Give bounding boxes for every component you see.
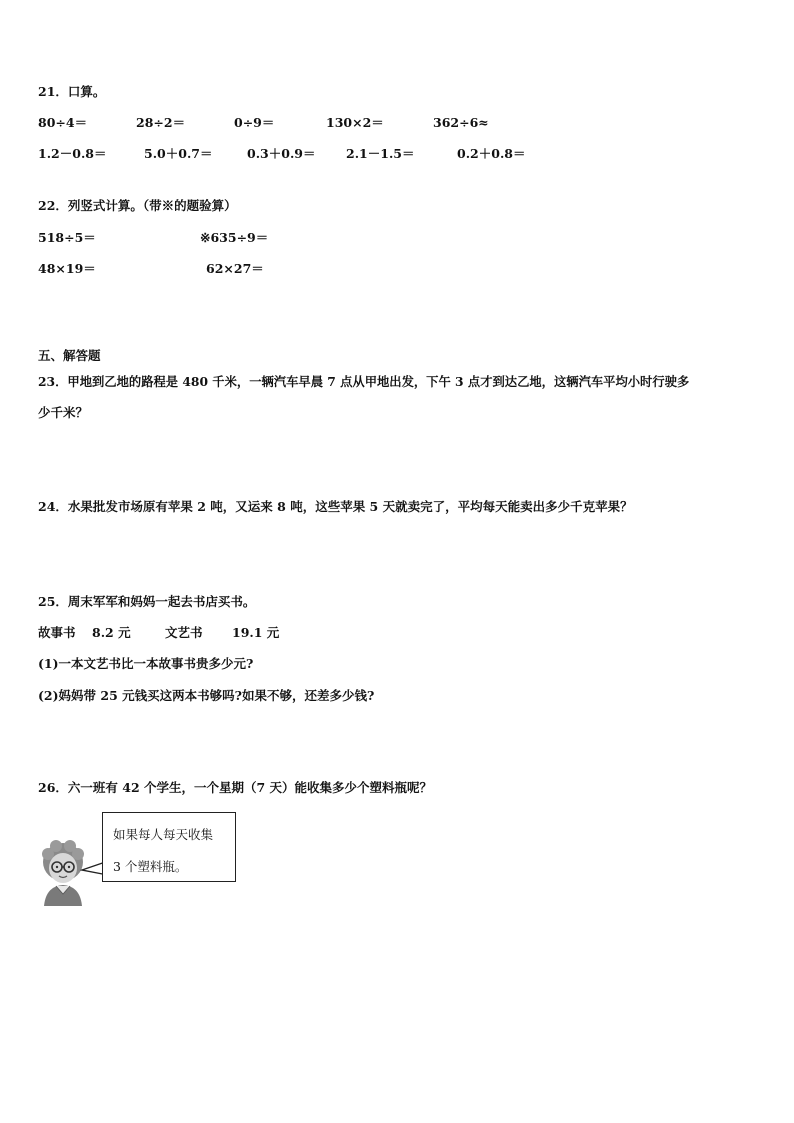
q21-item: 362÷6≈ — [433, 115, 489, 130]
q21-item: 0÷9＝ — [234, 115, 275, 130]
q21-item: 28÷2＝ — [136, 115, 186, 130]
q25-book1-name: 故事书 — [38, 625, 76, 640]
q25-sub1: (1)一本文艺书比一本故事书贵多少元? — [38, 656, 254, 671]
q22-item: 48×19＝ — [38, 261, 96, 276]
q25-book2-price: 19.1 元 — [232, 625, 280, 640]
q21-title: 21．口算。 — [38, 84, 106, 99]
q22-item: 518÷5＝ — [38, 230, 96, 245]
q25-book1-price: 8.2 元 — [92, 625, 131, 640]
q21-item: 80÷4＝ — [38, 115, 88, 130]
q21-item: 5.0＋0.7＝ — [144, 146, 213, 161]
speech-bubble-line2: 3 个塑料瓶。 — [113, 859, 188, 874]
speech-bubble — [102, 812, 236, 882]
q23-text-line2: 少千米？ — [38, 405, 89, 420]
q23-text-line1: 23．甲地到乙地的路程是 480 千米，一辆汽车早晨 7 点从甲地出发，下午 3 点才到达乙地，这辆汽车平均小时行驶多 — [38, 374, 690, 389]
speech-bubble-line1: 如果每人每天收集 — [113, 827, 214, 842]
q22-item: ※635÷9＝ — [200, 230, 269, 245]
q21-item: 130×2＝ — [326, 115, 384, 130]
q24-text: 24．水果批发市场原有苹果 2 吨，又运来 8 吨，这些苹果 5 天就卖完了，平均每天能卖出多少千克苹果？ — [38, 499, 633, 514]
q21-item: 1.2－0.8＝ — [38, 146, 107, 161]
q25-sub2: (2)妈妈带 25 元钱买这两本书够吗?如果不够，还差多少钱? — [38, 688, 375, 703]
q21-item: 0.3＋0.9＝ — [247, 146, 316, 161]
q25-book2-name: 文艺书 — [165, 625, 203, 640]
q26-text: 26．六一班有 42 个学生，一个星期（7 天）能收集多少个塑料瓶呢？ — [38, 780, 433, 795]
q25-title: 25．周末军军和妈妈一起去书店买书。 — [38, 594, 256, 609]
section-heading: 五、解答题 — [38, 348, 101, 363]
q21-item: 0.2＋0.8＝ — [457, 146, 526, 161]
q21-item: 2.1－1.5＝ — [346, 146, 415, 161]
q22-title: 22．列竖式计算。（带※的题验算） — [38, 198, 237, 213]
q22-item: 62×27＝ — [206, 261, 264, 276]
